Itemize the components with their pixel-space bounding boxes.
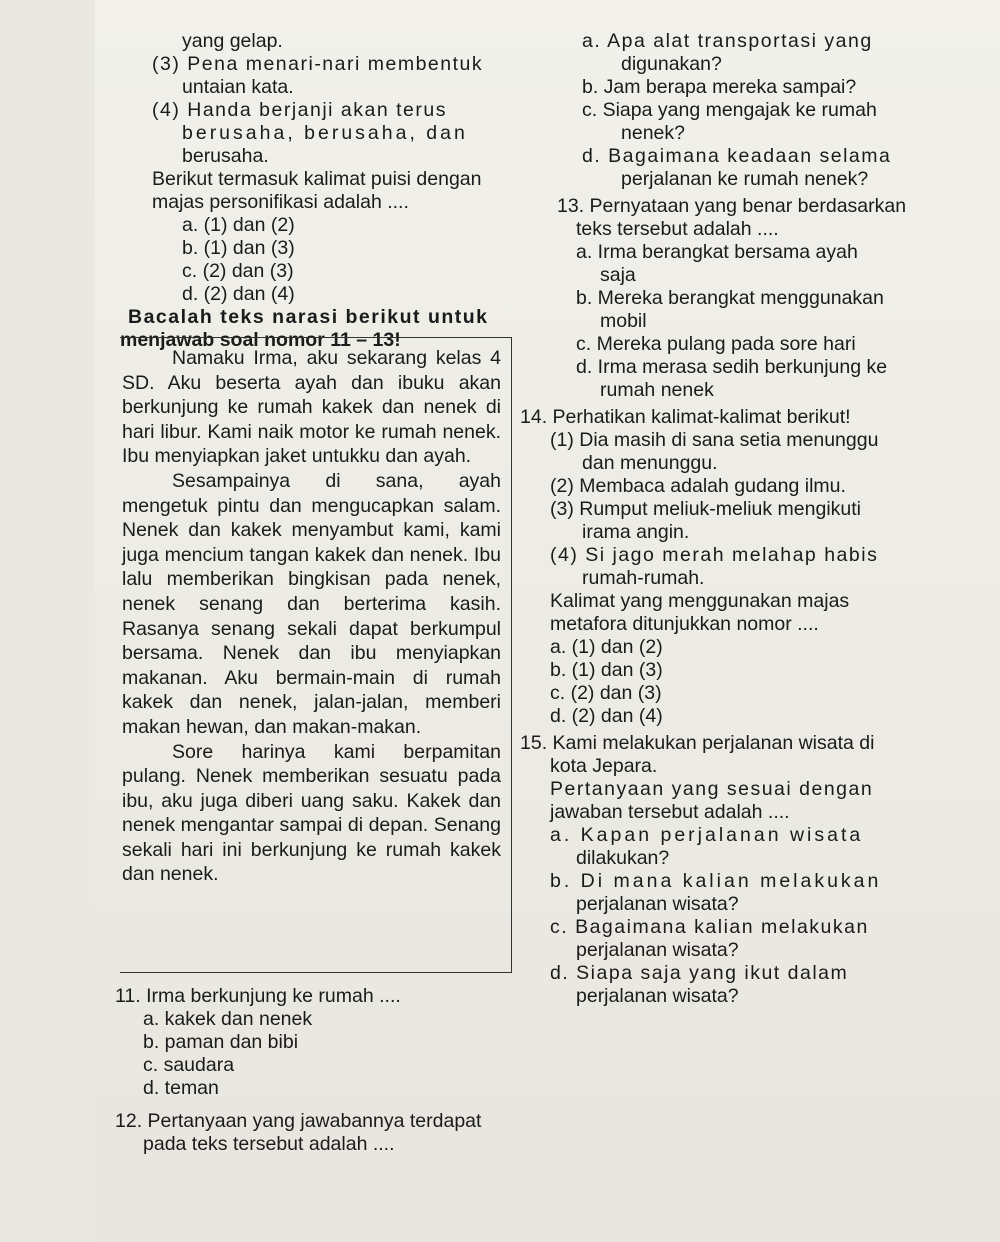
question-text: pada teks tersebut adalah .... <box>143 1133 395 1155</box>
question-text: majas personifikasi adalah .... <box>152 191 409 213</box>
sentence-4-cont: rumah-rumah. <box>582 567 705 589</box>
option-a[interactable]: a. (1) dan (2) <box>182 214 295 236</box>
option-d[interactable]: d. Siapa saja yang ikut dalam <box>550 962 849 984</box>
text-line: berusaha, berusaha, dan <box>182 122 468 144</box>
option-c[interactable]: c. saudara <box>143 1054 235 1076</box>
instruction-text: Bacalah teks narasi berikut untuk <box>128 306 489 328</box>
left-column <box>120 30 530 352</box>
option-c[interactable]: c. Mereka pulang pada sore hari <box>576 333 856 355</box>
option-d[interactable]: d. Bagaimana keadaan selama <box>582 145 892 167</box>
question-15-text: 15. Kami melakukan perjalanan wisata di <box>520 732 875 754</box>
option-a-cont: saja <box>600 264 636 286</box>
text-line: yang gelap. <box>182 30 283 52</box>
instruction-text: menjawab soal nomor 11 – 13! <box>120 329 401 351</box>
text-line: untaian kata. <box>182 76 294 98</box>
option-a[interactable]: a. (1) dan (2) <box>550 636 663 658</box>
option-d[interactable]: d. Irma merasa sedih berkunjung ke <box>576 356 888 378</box>
text-line: (3) Pena menari-nari membentuk <box>152 53 484 75</box>
option-d-cont: perjalanan wisata? <box>576 985 739 1007</box>
narrative-paragraph-1: Namaku Irma, aku sekarang kelas 4 SD. Aku beserta ayah dan ibuku akan berkunjung ke rumah kakek dan nenek di hari libur. Kami naik motor ke rumah nenek. Ibu menyiapkan jaket untukku dan ayah. <box>122 347 502 468</box>
option-b-cont: mobil <box>600 310 647 332</box>
option-c[interactable]: c. Bagaimana kalian melakukan <box>550 916 869 938</box>
right-column <box>520 30 950 1008</box>
option-b[interactable]: b. (1) dan (3) <box>550 659 663 681</box>
question-text: 12. Pertanyaan yang jawabannya terdapat <box>115 1110 482 1132</box>
option-d[interactable]: d. (2) dan (4) <box>182 283 295 305</box>
option-d[interactable]: d. (2) dan (4) <box>550 705 663 727</box>
option-d-cont: rumah nenek <box>600 379 714 401</box>
question-13-text: teks tersebut adalah .... <box>576 218 779 240</box>
question-11 <box>115 985 535 1156</box>
option-b[interactable]: b. Mereka berangkat menggunakan <box>576 287 884 309</box>
sentence-2: (2) Membaca adalah gudang ilmu. <box>550 475 846 497</box>
option-a[interactable]: a. Irma berangkat bersama ayah <box>576 241 858 263</box>
option-a-cont: dilakukan? <box>576 847 670 869</box>
text-line: berusaha. <box>182 145 269 167</box>
option-c[interactable]: c. (2) dan (3) <box>550 682 662 704</box>
narrative-paragraph-2: Sesampainya di sana, ayah mengetuk pintu dan mengucapkan salam. Nenek dan kakek menyambut kami, kami juga mencium tangan kakek dan nenek. Ibu lalu memberikan bingkisan pada nenek, nenek senang dan berterima kasih. Rasanya senang sekali dapat berkumpul bersama. Nenek dan ibu menyiapkan makanan. Aku bermain-main di rumah kakek dan nenek, jalan-jalan, memberi makan hewan, dan makan-makan. <box>122 469 502 738</box>
option-b[interactable]: b. paman dan bibi <box>143 1031 299 1053</box>
sentence-1: (1) Dia masih di sana setia menunggu <box>550 429 879 451</box>
option-c-cont: nenek? <box>621 122 685 144</box>
option-a[interactable]: a. Kapan perjalanan wisata <box>550 824 864 846</box>
question-text: 11. Irma berkunjung ke rumah .... <box>115 985 401 1007</box>
option-b[interactable]: b. Jam berapa mereka sampai? <box>582 76 857 98</box>
question-15-text: kota Jepara. <box>550 755 658 777</box>
question-14-text: 14. Perhatikan kalimat-kalimat berikut! <box>520 406 851 428</box>
question-13-text: 13. Pernyataan yang benar berdasarkan <box>557 195 907 217</box>
option-b[interactable]: b. (1) dan (3) <box>182 237 295 259</box>
sentence-3: (3) Rumput meliuk-meliuk mengikuti <box>550 498 862 520</box>
option-d[interactable]: d. teman <box>143 1077 219 1099</box>
option-d-cont: perjalanan ke rumah nenek? <box>621 168 869 190</box>
sentence-1-cont: dan menunggu. <box>582 452 718 474</box>
question-15-prompt: jawaban tersebut adalah .... <box>550 801 790 823</box>
sentence-3-cont: irama angin. <box>582 521 690 543</box>
question-text: Berikut termasuk kalimat puisi dengan <box>152 168 482 190</box>
option-b-cont: perjalanan wisata? <box>576 893 739 915</box>
sentence-4: (4) Si jago merah melahap habis <box>550 544 879 566</box>
option-c[interactable]: c. Siapa yang mengajak ke rumah <box>582 99 877 121</box>
option-b[interactable]: b. Di mana kalian melakukan <box>550 870 882 892</box>
question-14-prompt: Kalimat yang menggunakan majas <box>550 590 850 612</box>
option-c-cont: perjalanan wisata? <box>576 939 739 961</box>
question-14-prompt: metafora ditunjukkan nomor .... <box>550 613 819 635</box>
option-a[interactable]: a. Apa alat transportasi yang <box>582 30 873 52</box>
narrative-box <box>120 337 512 973</box>
option-a[interactable]: a. kakek dan nenek <box>143 1008 313 1030</box>
option-c[interactable]: c. (2) dan (3) <box>182 260 294 282</box>
question-15-prompt: Pertanyaan yang sesuai dengan <box>550 778 874 800</box>
text-line: (4) Handa berjanji akan terus <box>152 99 447 121</box>
option-a-cont: digunakan? <box>621 53 722 75</box>
narrative-paragraph-3: Sore harinya kami berpamitan pulang. Nenek memberikan sesuatu pada ibu, aku juga diberi uang saku. Kakek dan nenek mengantar sampai di depan. Senang sekali hari ini berkunjung ke rumah kakek dan nenek. <box>122 740 501 886</box>
